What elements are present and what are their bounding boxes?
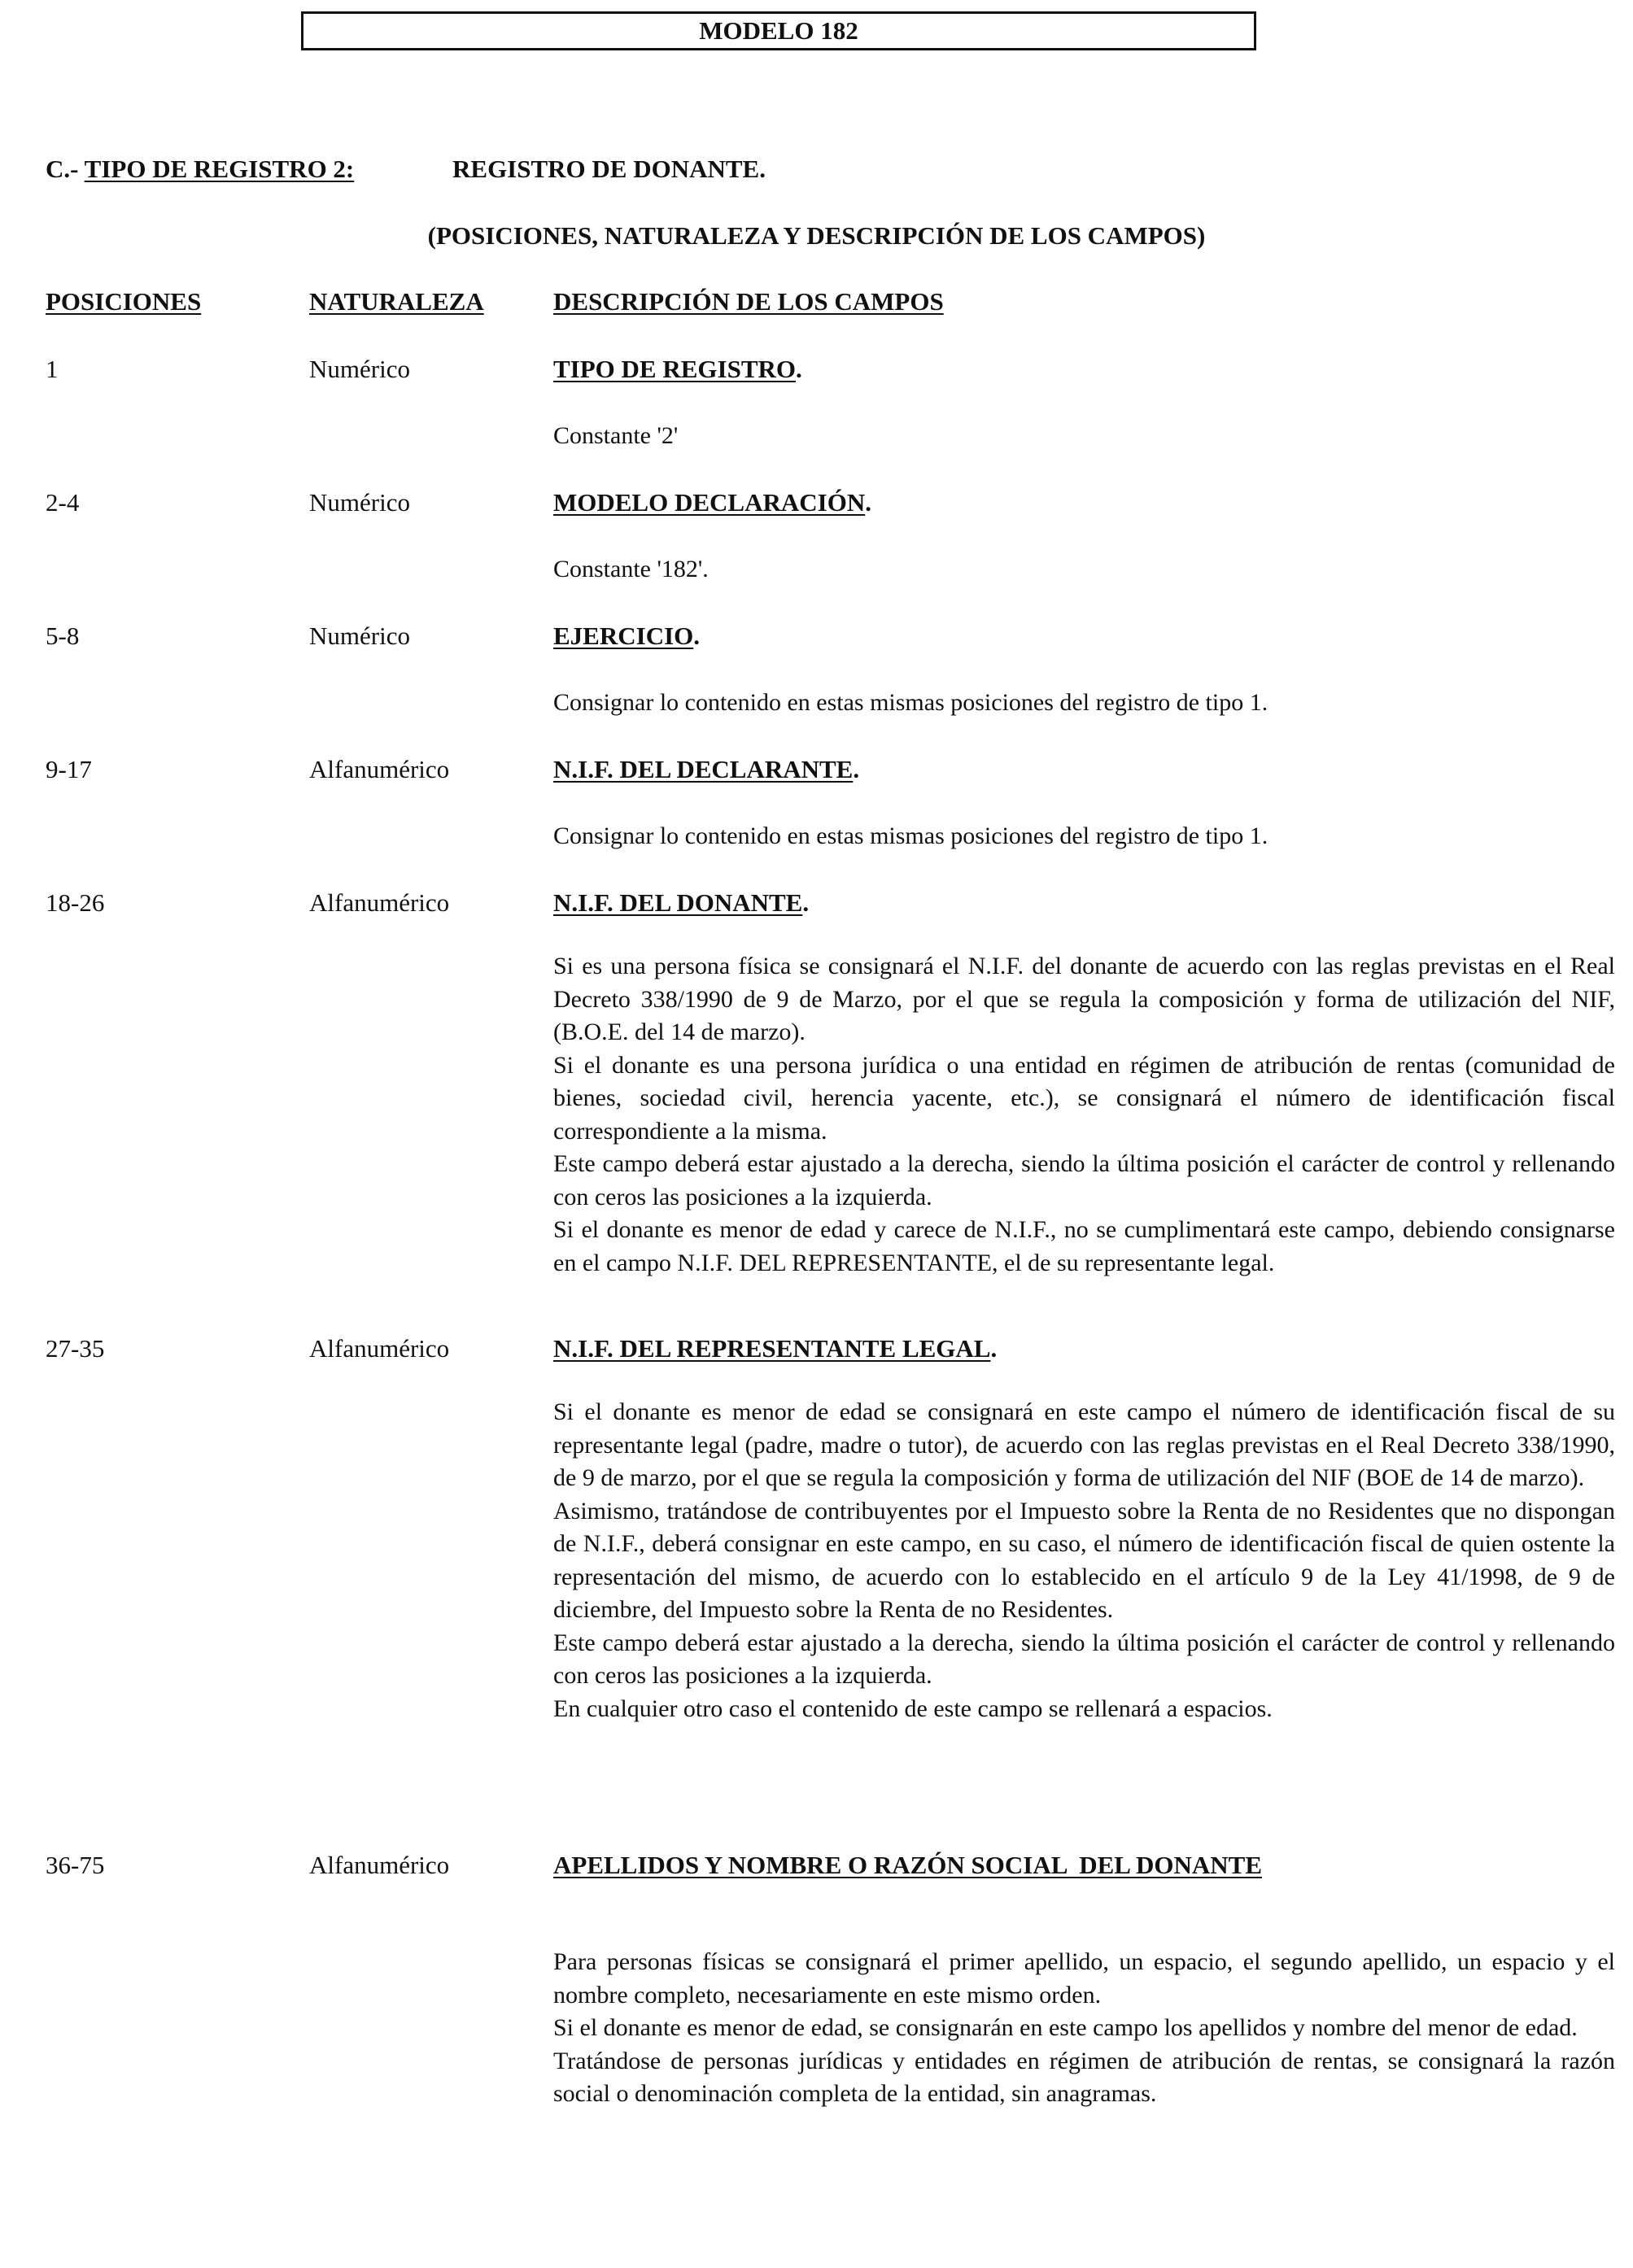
field-position: 2-4 <box>46 488 80 517</box>
field-position: 18-26 <box>46 888 105 917</box>
field-position: 27-35 <box>46 1334 105 1363</box>
field-description: Constante '2' <box>553 422 679 449</box>
field-title: N.I.F. DEL DECLARANTE. <box>553 755 860 783</box>
field-nature: Numérico <box>309 488 410 517</box>
field-nature: Numérico <box>309 622 410 650</box>
field-description <box>553 950 1615 1280</box>
description-paragraph: Tratándose de personas jurídicas y entidades en régimen de atribución de rentas, se consignará la razón social o denominación completa de la entidad, sin anagramas. <box>553 2047 1615 2107</box>
field-description <box>553 1396 1615 1725</box>
field-nature: Alfanumérico <box>309 755 450 783</box>
section-prefix: C.- <box>46 155 79 183</box>
field-position: 1 <box>46 355 59 383</box>
column-header-positions: POSICIONES <box>46 287 202 316</box>
field-nature: Numérico <box>309 355 410 383</box>
field-title: MODELO DECLARACIÓN. <box>553 488 871 517</box>
column-header-nature: NATURALEZA <box>309 287 484 316</box>
description-paragraph: En cualquier otro caso el contenido de este campo se rellenará a espacios. <box>553 1694 1273 1722</box>
model-title: MODELO 182 <box>699 16 858 45</box>
field-nature: Alfanumérico <box>309 888 450 917</box>
field-nature: Alfanumérico <box>309 1334 450 1363</box>
field-description: Consignar lo contenido en estas mismas posiciones del registro de tipo 1. <box>553 689 1268 716</box>
section-subtitle: (POSICIONES, NATURALEZA Y DESCRIPCIÓN DE LOS CAMPOS) <box>427 221 1206 250</box>
description-paragraph: Este campo deberá estar ajustado a la derecha, siendo la última posición el carácter de control y rellenando con ceros las posiciones a la izquierda. <box>553 1629 1615 1689</box>
field-position: 5-8 <box>46 622 80 650</box>
field-position: 9-17 <box>46 755 92 783</box>
field-description: Consignar lo contenido en estas mismas posiciones del registro de tipo 1. <box>553 822 1268 849</box>
record-heading <box>46 155 766 184</box>
description-paragraph: Si el donante es una persona jurídica o una entidad en régimen de atribución de rentas (comunidad de bienes, sociedad civil, herencia yacente, etc.), se consignará el número de identificación fiscal correspondiente a la misma. <box>553 1051 1615 1145</box>
model-title-box <box>301 11 1256 50</box>
field-title: N.I.F. DEL DONANTE. <box>553 888 810 917</box>
column-header-description: DESCRIPCIÓN DE LOS CAMPOS <box>553 287 944 316</box>
description-paragraph: Este campo deberá estar ajustado a la derecha, siendo la última posición el carácter de control y rellenando con ceros las posiciones a la izquierda. <box>553 1150 1615 1210</box>
field-description: Constante '182'. <box>553 556 709 582</box>
field-title: APELLIDOS Y NOMBRE O RAZÓN SOCIAL DEL DONANTE <box>553 1851 1263 1879</box>
field-description <box>553 1946 1615 2111</box>
description-paragraph: Si el donante es menor de edad y carece de N.I.F., no se cumplimentará este campo, debiendo consignarse en el campo N.I.F. DEL REPRESENTANTE, el de su representante legal. <box>553 1216 1615 1276</box>
field-nature: Alfanumérico <box>309 1851 450 1879</box>
field-title: TIPO DE REGISTRO. <box>553 355 802 383</box>
description-paragraph: Si el donante es menor de edad, se consignarán en este campo los apellidos y nombre del menor de edad. <box>553 2014 1578 2041</box>
field-title: N.I.F. DEL REPRESENTANTE LEGAL. <box>553 1334 998 1363</box>
record-type-label: TIPO DE REGISTRO 2: <box>84 155 355 183</box>
record-name: REGISTRO DE DONANTE. <box>452 155 766 183</box>
description-paragraph: Si es una persona física se consignará el N.I.F. del donante de acuerdo con las reglas previstas en el Real Decreto 338/1990 de 9 de Marzo, por el que se regula la composición y forma de utilización del NIF, (B.O.E. del 14 de marzo). <box>553 953 1615 1045</box>
field-position: 36-75 <box>46 1851 105 1879</box>
description-paragraph: Asimismo, tratándose de contribuyentes por el Impuesto sobre la Renta de no Residentes que no dispongan de N.I.F., deberá consignar en este campo, en su caso, el número de identificación fiscal de quien ostente la representación del mismo, de acuerdo con lo establecido en el artículo 9 de la Ley 41/1998, de 9 de diciembre, del Impuesto sobre la Renta de no Residentes. <box>553 1497 1615 1623</box>
field-title: EJERCICIO. <box>553 622 701 650</box>
description-paragraph: Si el donante es menor de edad se consignará en este campo el número de identificación fiscal de su representante legal (padre, madre o tutor), de acuerdo con las reglas previstas en el Real Decreto 338/1990, de 9 de marzo, por el que se regula la composición y forma de utilización del NIF (BOE de 14 de marzo). <box>553 1398 1615 1491</box>
description-paragraph: Para personas físicas se consignará el primer apellido, un espacio, el segundo apellido, un espacio y el nombre completo, necesariamente en este mismo orden. <box>553 1948 1615 2008</box>
